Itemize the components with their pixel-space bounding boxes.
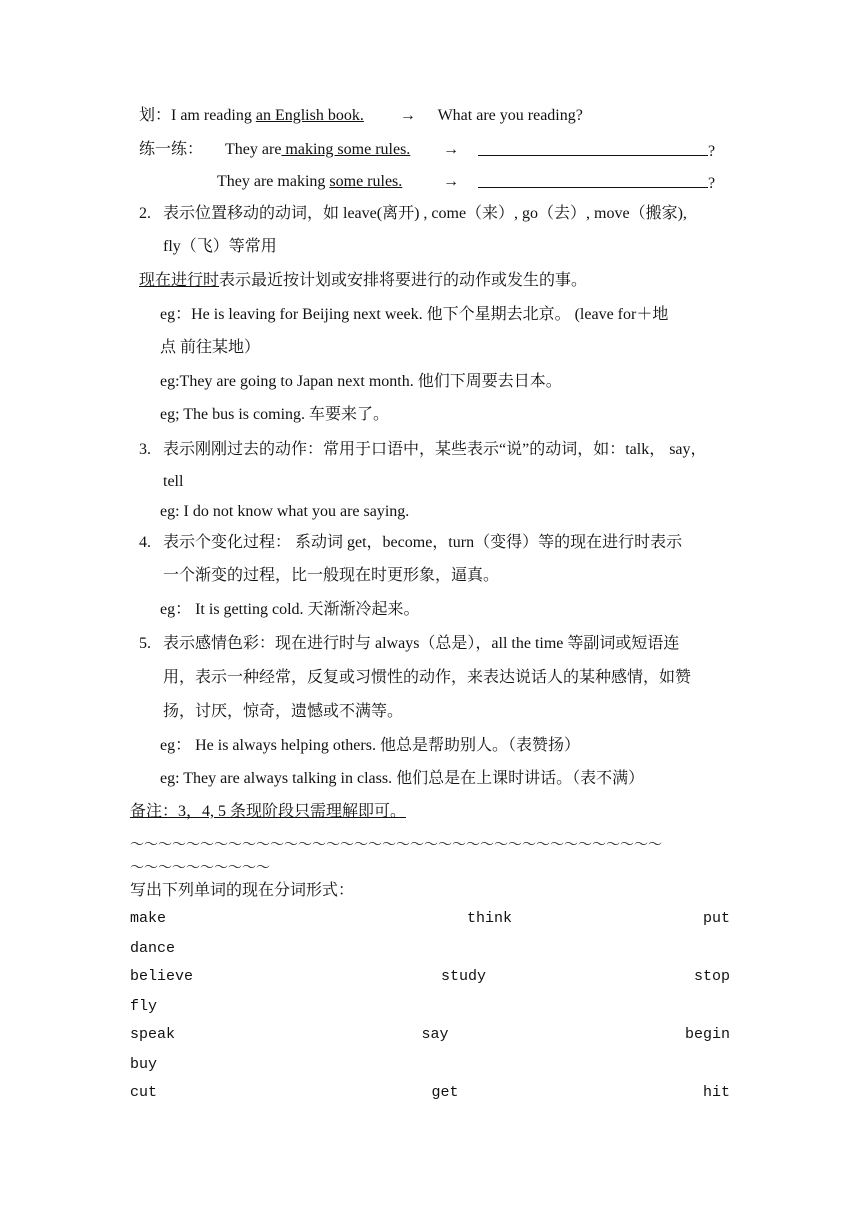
item-5-number: 5.: [139, 635, 151, 652]
item-3-eg: eg: I do not know what you are saying.: [160, 503, 410, 520]
word-row-7: [130, 1084, 730, 1101]
example-prefix: 划：I am reading: [139, 107, 256, 124]
item-3-line-2: tell: [163, 473, 184, 490]
item-4-text-1: 表示个变化过程： 系动词 get，become，turn（变得）等的现在进行时表示: [163, 534, 683, 551]
word-item: say: [421, 1026, 449, 1043]
word-row-2: dance: [130, 940, 176, 957]
arrow: →: [399, 107, 416, 124]
item-2-number: 2.: [139, 205, 151, 222]
item-5-line-3: 扬，讨厌，惊奇，遗憾或不满等。: [163, 703, 404, 720]
wave-separator-1: ～～～～～～～～～～～～～～～～～～～～～～～～～～～～～～～～～～～～～～: [130, 837, 662, 853]
practice-answer-1: [478, 140, 715, 162]
item-2-underlined: 现在进行时: [139, 272, 220, 289]
word-item: begin: [684, 1026, 730, 1043]
item-2-text-1: 表示位置移动的动词，如 leave(离开) , come（来）, go（去）, move（搬家),: [163, 205, 687, 222]
item-2-eg1-line-2: 点 前往某地）: [160, 339, 261, 356]
word-row-6: buy: [130, 1056, 158, 1073]
wave-separator-2: ～～～～～～～～～～: [130, 860, 270, 876]
item-2-line-3: [139, 271, 587, 291]
example-line: [139, 106, 583, 126]
item-5-line-2: 用，表示一种经常，反复或习惯性的动作，来表达说话人的某种感情，如赞: [163, 669, 692, 686]
practice-answer-2: [478, 172, 715, 194]
item-3-number: 3.: [139, 441, 151, 458]
word-item: cut: [130, 1084, 158, 1101]
item-3-line-1: [139, 440, 707, 460]
practice-underlined-1: making some rules.: [281, 141, 411, 158]
item-2-line-2: fly（飞）等常用: [163, 238, 277, 255]
word-item: study: [440, 968, 486, 985]
word-row-3: [130, 968, 730, 985]
example-underlined: an English book.: [255, 107, 364, 124]
item-3-text-1: 表示刚刚过去的动作：常用于口语中，某些表示“说”的动词，如：talk， say，: [163, 441, 707, 458]
exercise-title: 写出下列单词的现在分词形式：: [130, 882, 355, 899]
practice-underlined-2: some rules.: [329, 173, 403, 190]
practice-line-2: [217, 172, 402, 192]
item-4-line-1: [139, 533, 682, 553]
item-5-eg2: eg: They are always talking in class. 他们总是在上课时讲话。（表不满）: [160, 770, 645, 787]
practice-arrow-2: →: [443, 173, 459, 190]
word-item: stop: [693, 968, 730, 985]
practice-arrow-1: →: [443, 141, 459, 158]
item-4-eg: eg： It is getting cold. 天渐渐冷起来。: [160, 601, 420, 618]
item-2-eg2: eg:They are going to Japan next month. 他们下周要去日本。: [160, 373, 562, 390]
answer-blank-1[interactable]: [478, 140, 708, 156]
item-4-line-2: 一个渐变的过程，比一般现在时更形象，逼真。: [163, 567, 500, 584]
example-question: What are you reading?: [437, 107, 583, 124]
item-4-number: 4.: [139, 534, 151, 551]
word-row-5: [130, 1026, 730, 1043]
practice-prefix-2: They are making: [217, 173, 330, 190]
practice-qmark-2: ?: [708, 175, 716, 192]
word-row-4: fly: [130, 998, 158, 1015]
answer-blank-2[interactable]: [478, 172, 708, 188]
word-item: believe: [130, 968, 194, 985]
word-item: get: [431, 1084, 459, 1101]
word-item: put: [702, 910, 730, 927]
item-2-eg3: eg; The bus is coming. 车要来了。: [160, 406, 390, 423]
item-5-eg1: eg： He is always helping others. 他总是帮助别人。（表赞扬）: [160, 737, 580, 754]
practice-label: 练一练：: [139, 141, 204, 158]
word-row-1: [130, 910, 730, 927]
word-item: hit: [702, 1084, 730, 1101]
item-2-eg1-line-1: eg：He is leaving for Beijing next week. 他下个星期去北京。 (leave for＋地: [160, 306, 669, 323]
word-item: make: [130, 910, 167, 927]
practice-line-1: [139, 140, 410, 160]
practice-prefix-1: They are: [225, 141, 282, 158]
practice-qmark-1: ?: [708, 143, 716, 160]
word-item: think: [466, 910, 512, 927]
note: 备注：3，4, 5 条现阶段只需理解即可。: [130, 803, 407, 820]
word-item: speak: [130, 1026, 176, 1043]
item-2-line-1: [139, 204, 687, 224]
item-5-line-1: [139, 634, 679, 654]
item-5-text-1: 表示感情色彩：现在进行时与 always（总是），all the time 等副词或短语连: [163, 635, 680, 652]
item-2-text-3: 表示最近按计划或安排将要进行的动作或发生的事。: [219, 272, 588, 289]
